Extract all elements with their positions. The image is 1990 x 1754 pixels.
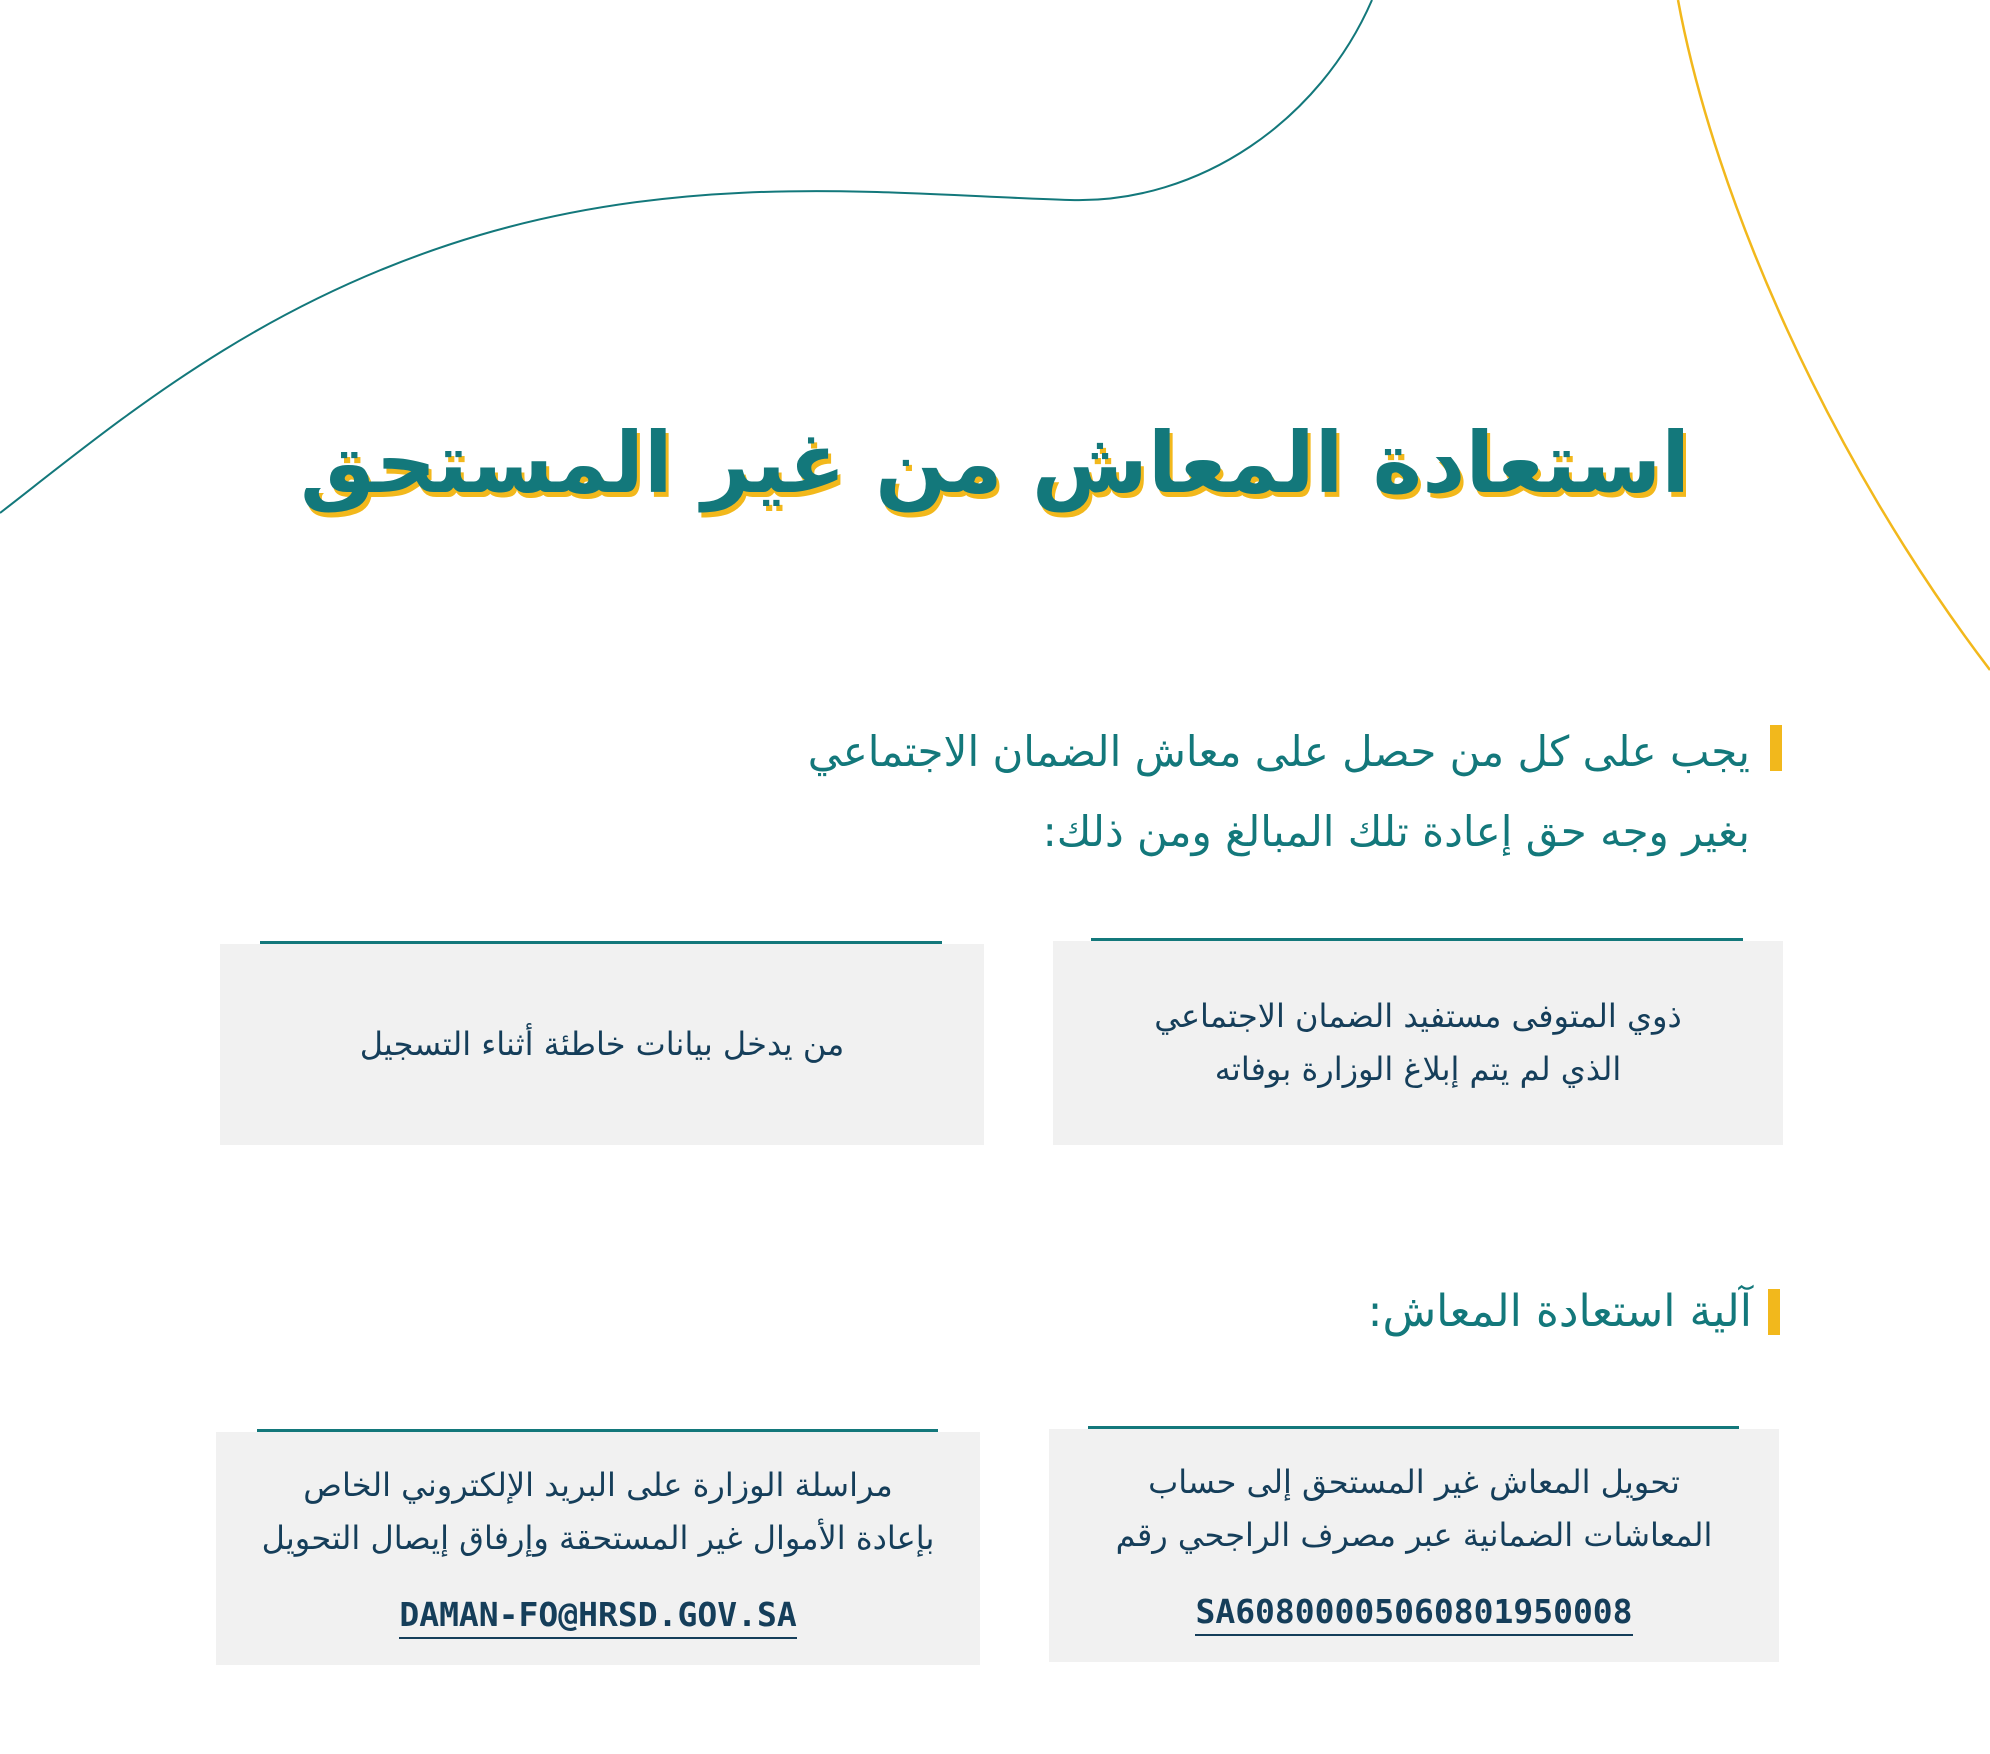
page-title: استعادة المعاش من غير المستحق [299, 414, 1691, 512]
intro-text [570, 712, 1750, 872]
email-link[interactable]: DAMAN-FO@HRSD.GOV.SA [399, 1593, 796, 1639]
intro-line-1: يجب على كل من حصل على معاش الضمان الاجتماعي [807, 727, 1750, 776]
method-card-line: تحويل المعاش غير المستحق إلى حساب [1148, 1462, 1680, 1501]
method-card-line: المعاشات الضمانية عبر مصرف الراجحي رقم [1115, 1515, 1713, 1554]
case-card-line: من يدخل بيانات خاطئة أثناء التسجيل [359, 1025, 845, 1063]
mechanism-heading: آلية استعادة المعاش: [1367, 1286, 1752, 1337]
intro-marker [1770, 725, 1782, 771]
method-card-email [216, 1432, 980, 1665]
method-card-line: بإعادة الأموال غير المستحقة وإرفاق إيصال التحويل [261, 1518, 935, 1557]
yellow-arc-line [1678, 0, 1990, 670]
iban-number[interactable]: SA6080000506080195000‌8 [1195, 1590, 1632, 1636]
intro-line-2: بغير وجه حق إعادة تلك المبالغ ومن ذلك: [1042, 807, 1750, 856]
method-card-bank-transfer [1049, 1429, 1779, 1662]
case-card-line: الذي لم يتم إبلاغ الوزارة بوفاته [1214, 1050, 1622, 1088]
case-card-deceased [1053, 941, 1783, 1145]
case-card-line: ذوي المتوفى مستفيد الضمان الاجتماعي [1154, 997, 1682, 1035]
mechanism-marker [1768, 1289, 1780, 1335]
method-card-line: مراسلة الوزارة على البريد الإلكتروني الخاص [303, 1465, 893, 1504]
case-card-wrong-data [220, 944, 984, 1145]
